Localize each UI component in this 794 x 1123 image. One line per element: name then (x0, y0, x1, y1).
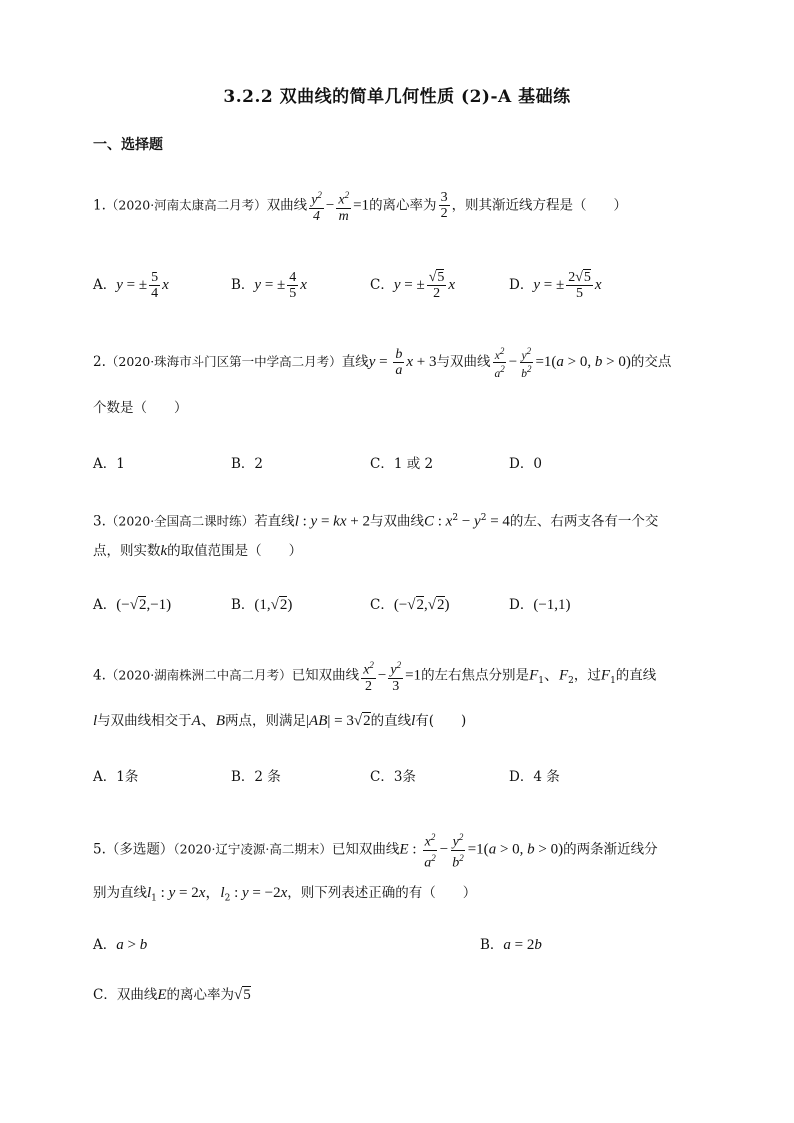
math-fraction: $\frac{x^2}{a^2}$ (424, 832, 436, 871)
math-fraction: $\frac{3}{2}$ (440, 190, 448, 222)
question-5-line-2: 别为直线$l_1$ : y = 2x，$l_2$ : y = −2x，则下列表述正确的有（ ） (93, 885, 477, 904)
option-d: D．(−1,1) (509, 597, 571, 613)
option-c: C．1 或 2 (370, 456, 434, 472)
math-fraction: $\frac{y^2}{3}$ (390, 660, 402, 694)
option-b: B．y = ± $\frac{4}{5}$ x (231, 270, 307, 301)
question-number: 4. (93, 667, 106, 684)
option-c: C．y = ± $\frac{√5}{2}$ x (370, 270, 456, 301)
option-b: B．2 (231, 456, 264, 472)
option-a: A．a > b (93, 937, 148, 953)
math-fraction: $\frac{y^2}{4}$ (311, 190, 322, 224)
question-4-line-2: l与双曲线相交于A、B两点，则满足|AB| = 3√2的直线l有( ) (93, 713, 467, 729)
option-d: D．4 条 (509, 769, 560, 785)
question-5: 5.（多选题）（2020·辽宁凌源·高二期末）已知双曲线E : $\frac{x^2}{a^2}$ − $\frac{y^2}{b^2}$ =1(a > 0, b > 0)的两条渐近线分 (93, 832, 658, 871)
question-source: （2020·珠海市斗门区第一中学高二月考） (105, 353, 342, 369)
section-heading: 一、选择题 (93, 137, 163, 153)
option-a: A．(−√2,−1) (93, 597, 172, 613)
question-number: 2. (93, 353, 106, 370)
question-tag: （多选题） (105, 841, 174, 858)
question-number: 1. (93, 197, 106, 214)
question-2-line-2: 个数是（ ） (93, 400, 188, 416)
question-4: 4.（2020·湖南株洲二中高二月考）已知双曲线 $\frac{x^2}{2}$ − $\frac{y^2}{3}$ =1的左右焦点分别是$F_1$、$F_2$，过$F_1$的直线 (93, 660, 657, 694)
option-c: C．双曲线E的离心率为√5 (93, 987, 251, 1003)
question-source: （2020·全国高二课时练） (105, 513, 255, 529)
math-fraction: $\frac{x^2}{a^2}$ (494, 346, 505, 380)
question-source: （2020·河南太康高二月考） (105, 197, 267, 213)
question-1: 1.（2020·河南太康高二月考）双曲线 $\frac{y^2}{4}$ − $\frac{x^2}{m}$ =1的离心率为 $\frac{3}{2}$ ，则其渐近线方程是（ ） (93, 190, 628, 224)
question-source: （2020·湖南株洲二中高二月考） (105, 667, 292, 683)
question-3-line-2: 点，则实数k的取值范围是（ ） (93, 543, 303, 559)
math-fraction: $\frac{y^2}{b^2}$ (521, 346, 532, 380)
option-b: B．a = 2b (480, 937, 542, 953)
math-fraction: $\frac{x^2}{2}$ (363, 660, 374, 694)
math-fraction: $\frac{y^2}{b^2}$ (452, 832, 464, 871)
option-c: C．3条 (370, 769, 416, 785)
option-b: B．2 条 (231, 769, 281, 785)
option-d: D．0 (509, 456, 542, 472)
question-number: 3. (93, 513, 106, 530)
option-c: C．(−√2,√2) (370, 597, 450, 613)
question-3: 3.（2020·全国高二课时练）若直线l : y = kx + 2与双曲线C : $x^2 - y^2 = 4$的左、右两支各有一个交 (93, 513, 659, 530)
math-fraction: $\frac{b}{a}$ (395, 346, 403, 378)
page-title: 3.2.2 双曲线的简单几何性质 (2)-A 基础练 (223, 87, 571, 107)
option-a: A．y = ± $\frac{5}{4}$ x (93, 270, 169, 301)
question-number: 5. (93, 841, 106, 858)
question-2: 2.（2020·珠海市斗门区第一中学高二月考）直线y = $\frac{b}{a}$ x + 3与双曲线 $\frac{x^2}{a^2}$ − $\frac{y^2}{b^2}$ =1(a > 0, b > 0)的交点 (93, 346, 672, 380)
option-b: B．(1,√2) (231, 597, 293, 613)
option-a: A．1条 (93, 769, 139, 785)
question-source: （2020·辽宁凌源·高二期末） (173, 841, 332, 857)
option-a: A．1 (93, 456, 125, 472)
math-fraction: $\frac{x^2}{m}$ (338, 190, 350, 224)
option-d: D．y = ± $\frac{2√5}{5}$ x (509, 270, 602, 301)
